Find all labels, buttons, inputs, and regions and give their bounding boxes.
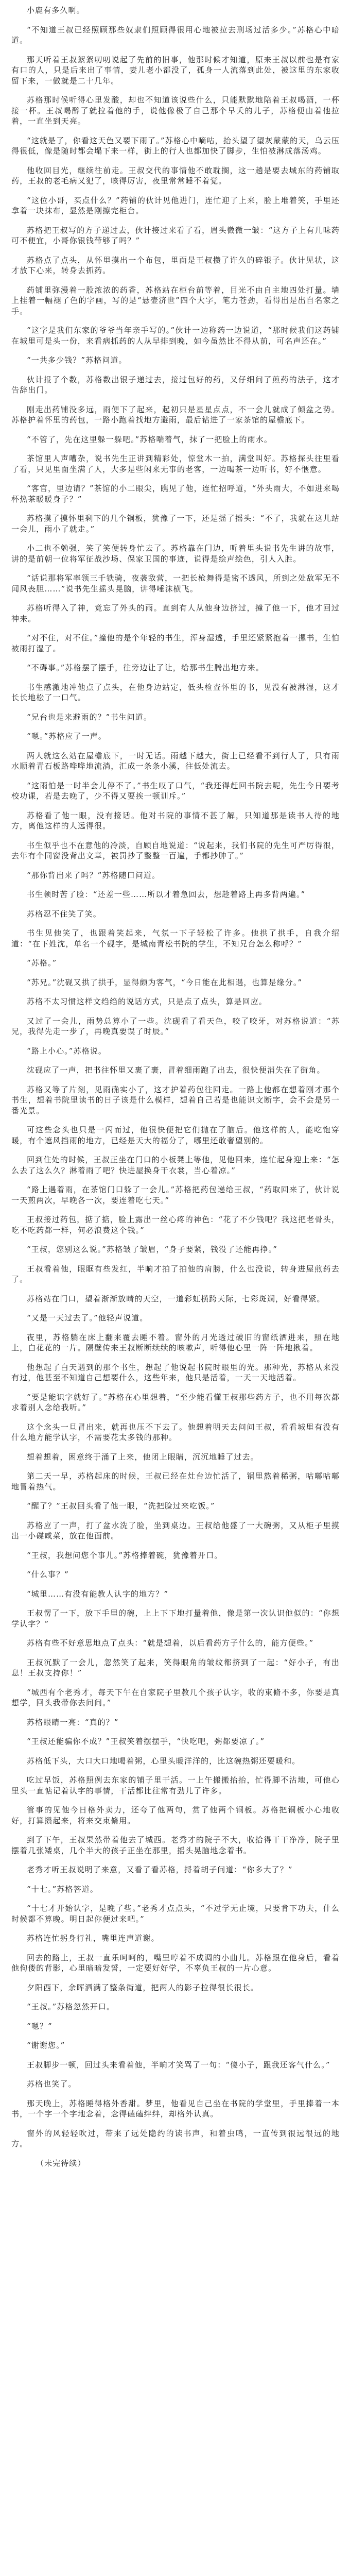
article-paragraph: 苏格有些不好意思地点了点头：“就是想着，以后看药方子什么的，能方便些。” bbox=[27, 1638, 314, 1648]
article-paragraph: 回去的路上，王叔一直乐呵呵的，嘴里哼着不成调的小曲儿。苏格跟在他身后，看着他佝偻的背影，心里暗暗发誓，一定要好好学，不辜负王叔的一片心意。 bbox=[11, 1953, 340, 1973]
article-paragraph: 老秀才听王叔说明了来意，又看了看苏格，捋着胡子问道：“你多大了？” bbox=[27, 1865, 293, 1874]
article-paragraph: “什么事？” bbox=[27, 1570, 69, 1579]
article-paragraph: “王叔，我想问您个事儿。”苏格捧着碗，犹豫着开口。 bbox=[27, 1550, 223, 1560]
article-paragraph: “不知道王叔已经照顾那些奴隶们照顾得很用心地被拉去刑场过活多少。”苏格心中暗道。 bbox=[11, 25, 340, 45]
article-paragraph: 沈砚应了一声，把书往怀里又裹了裹，冒着细雨跑了出去，很快便消失在了街角。 bbox=[27, 1065, 325, 1075]
article-paragraph: 夜里，苏格躺在床上翻来覆去睡不着。窗外的月光透过破旧的窗纸洒进来，照在地上，白花花的一片。隔壁传来王叔断断续续的咳嗽声，听得他心里一阵一阵地揪着。 bbox=[11, 1332, 340, 1352]
article-paragraph: 书生见他笑了，也跟着笑起来，气氛一下子轻松了许多。他拱了拱手，自我介绍道：“在下姓沈，单名一个砚字，是城南青松书院的学生，不知兄台怎么称呼？” bbox=[11, 928, 340, 948]
article-paragraph: 刚走出药铺没多远，雨便下了起来，起初只是星星点点，不一会儿就成了倾盆之势。苏格护着怀里的药包，一路小跑着找地方避雨，最后钻进了一家茶馆的屋檐底下。 bbox=[11, 404, 340, 425]
article-paragraph: 小鹿有多久啊。 bbox=[27, 6, 85, 15]
article-paragraph: 苏格连忙躬身行礼，嘴里连声道谢。 bbox=[27, 1934, 160, 1943]
article-paragraph: “这字是我们东家的爷爷当年亲手写的。”伙计一边称药一边说道，“那时候我们这药铺在城里可是头一份，来看病抓药的人从早排到晚，如今虽然比不得从前，可名声还在。” bbox=[11, 326, 340, 346]
article-paragraph: 他收回目光，继续往前走。王叔交代的事情他不敢耽搁，这一趟是要去城东的药铺取药，王叔的老毛病又犯了，咳得厉害，夜里常常睡不着觉。 bbox=[11, 165, 340, 185]
article-paragraph: 苏格把王叔写的方子递过去，伙计接过来看了看，眉头微微一皱：“这方子上有几味药可不便宜，小哥你银钱带够了吗？” bbox=[11, 225, 340, 245]
article-paragraph: “这雨怕是一时半会儿停不了。”书生叹了口气，“我还得赶回书院去呢，先生今日要考校功课，若是去晚了，少不得又要挨一顿训斥。” bbox=[11, 781, 340, 801]
article-paragraph: “对不住，对不住。”撞他的是个年轻的书生，浑身湿透，手里还紧紧抱着一摞书，生怕被雨打湿了。 bbox=[11, 633, 340, 653]
article-paragraph: 苏格应了一声，打了盆水洗了脸，坐到桌边。王叔给他盛了一大碗粥，又从柜子里摸出一小碟咸菜，放在他面前。 bbox=[11, 1520, 340, 1540]
article-paragraph: 苏格点了点头，从怀里摸出一个布包，里面是王叔攒了许久的碎银子。伙计见状，这才放下心来，转身去抓药。 bbox=[11, 255, 340, 275]
article-paragraph: 第二天一早，苏格起床的时候，王叔已经在灶台边忙活了，锅里熬着稀粥，咕嘟咕嘟地冒着热气。 bbox=[11, 1471, 340, 1492]
article-paragraph: “又是一天过去了。”他轻声说道。 bbox=[27, 1313, 148, 1323]
article-paragraph: “苏兄。”沈砚又拱了拱手，显得颇为客气，“今日能在此相遇，也算是缘分。” bbox=[27, 977, 303, 987]
article-paragraph: 苏格也笑了。 bbox=[27, 2079, 77, 2089]
article-paragraph: “王叔。”苏格忽然开口。 bbox=[27, 2002, 115, 2011]
article-paragraph: 苏格低下头，大口大口地喝着粥，心里头暖洋洋的，比这碗热粥还要暖和。 bbox=[27, 1756, 301, 1766]
article-paragraph: 书生顿时苦了脸：“还差一些……所以才着急回去，想趁着路上再多背两遍。” bbox=[27, 890, 306, 899]
article-paragraph: 苏格站在门口，望着渐渐放晴的天空，一道彩虹横跨天际，七彩斑斓，好看得紧。 bbox=[27, 1294, 325, 1303]
article-paragraph: “嗯？” bbox=[27, 2021, 52, 2031]
article-paragraph: “路上遇着雨，在茶馆门口躲了一会儿。”苏格把药包递给王叔，“药取回来了，伙计说一天煎两次，早晚各一次，要连着吃七天。” bbox=[11, 1185, 340, 1205]
article-paragraph: “话说那将军率领三千铁骑，夜袭敌营，一把长枪舞得是密不透风，所到之处敌军无不闻风丧胆……”说书先生摇头晃脑，讲得唾沫横飞。 bbox=[11, 573, 340, 594]
article-paragraph: “不管了，先在这里躲一躲吧。”苏格喘着气，抹了一把脸上的雨水。 bbox=[27, 434, 272, 444]
article-paragraph: （未完待续） bbox=[36, 2158, 86, 2168]
article-paragraph: “嗯。”苏格应了一声。 bbox=[27, 732, 107, 741]
article-paragraph: 王叔接过药包，掂了掂，脸上露出一丝心疼的神色：“花了不少钱吧？我这把老骨头，吃不吃药都一样，何必浪费这个钱。” bbox=[11, 1215, 340, 1235]
article-paragraph: 苏格那时候听得心里发酸，却也不知道该说些什么，只能默默地陪着王叔喝酒，一杯接一杯。王叔喝醉了就拉着他的手，说他像极了自己那个早夭的儿子，苏格便由着他拉着，一直坐到天亮。 bbox=[11, 95, 340, 126]
article-paragraph: 两人就这么站在屋檐底下，一时无话。雨越下越大，街上已经看不到行人了，只有雨水顺着青石板路哗哗地流淌，汇成一条条小溪，往低处流去。 bbox=[11, 751, 340, 771]
article-paragraph: 窗外的风轻轻吹过，带来了远处隐约的读书声，和着虫鸣，一直传到很远很远的地方。 bbox=[11, 2128, 340, 2148]
article-paragraph: 又过了一会儿，雨势总算小了一些。沈砚看了看天色，咬了咬牙，对苏格说道：“苏兄，我得先走一步了，再晚真要误了时辰。” bbox=[11, 1016, 340, 1036]
article-paragraph: 那天晚上，苏格睡得格外香甜。梦里，他看见自己坐在书院的学堂里，手里捧着一本书，一个字一个字地念着，念得磕磕绊绊，却格外认真。 bbox=[11, 2098, 340, 2119]
article-paragraph: 这个念头一旦冒出来，就再也压不下去了。他想着明天去问问王叔，看看城里有没有什么地方能学认字，不需要花太多钱的那种。 bbox=[11, 1422, 340, 1442]
article-paragraph: “这位小哥，买点什么？”药铺的伙计见他进门，连忙迎了上来，脸上堆着笑，手里还拿着一块抹布，显然是刚擦完柜台。 bbox=[11, 195, 340, 215]
article-paragraph: 茶馆里人声嘈杂，说书先生正讲到精彩处，惊堂木一拍，满堂叫好。苏格探头往里看了看，只见里面坐满了人，大多是些闲来无事的老客，一边喝茶一边听书，好不惬意。 bbox=[11, 454, 340, 474]
article-paragraph: 苏格眼睛一亮：“真的？” bbox=[27, 1717, 119, 1727]
article-paragraph: “客官，里边请？”茶馆的小二眼尖，瞧见了他，连忙招呼道，“外头雨大，不如进来喝杯热茶暖暖身子？” bbox=[11, 484, 340, 504]
article-paragraph: “要是能识字就好了。”苏格在心里想着，“至少能看懂王叔那些药方子，也不用每次都求着别人念给我听。” bbox=[11, 1392, 340, 1412]
article-paragraph: 回到住处的时候，王叔正坐在门口的小板凳上等他，见他回来，连忙起身迎上来：“怎么去了这么久？淋着雨了吧？快进屋换身干衣裳，当心着凉。” bbox=[11, 1155, 340, 1175]
article-paragraph: “路上小心。”苏格说。 bbox=[27, 1046, 107, 1056]
article-paragraph: “城西有个老秀才，每天下午在自家院子里教几个孩子认字，收的束脩不多，你要是真想学，回头我带你去问问。” bbox=[11, 1687, 340, 1707]
article-paragraph: 王叔脚步一顿，回过头来看着他，半晌才笑骂了一句：“傻小子，跟我还客气什么。” bbox=[27, 2060, 330, 2070]
article-paragraph: 到了下午，王叔果然带着他去了城西。老秀才的院子不大，收拾得干干净净，院子里摆着几张矮桌，几个半大的孩子正坐在那里，摇头晃脑地念着书。 bbox=[11, 1835, 340, 1855]
article-paragraph: 那天听着王叔絮絮叨叨说起了先前的旧事，他那时候才知道，原来王叔以前也是有家有口的人，只是后来出了事情，妻儿老小都没了，孤身一人流落到此处，被这里的东家收留下来，一做就是二十几年。 bbox=[11, 55, 340, 86]
article-paragraph: 管事的见他今日格外卖力，还夸了他两句，赏了他两个铜板。苏格把铜板小心地收好，打算攒起来，将来交束脩用。 bbox=[11, 1805, 340, 1825]
article-paragraph: “这就是了，你看这天色又要下雨了。”苏格心中嘀咕，抬头望了望灰蒙蒙的天，乌云压得很低，像是随时都会塌下来一样，街上的行人也都加快了脚步，生怕被淋成落汤鸡。 bbox=[11, 135, 340, 156]
article-paragraph: 想着想着，困意终于涌了上来，他闭上眼睛，沉沉地睡了过去。 bbox=[27, 1452, 259, 1462]
article-paragraph: “十七。”苏格答道。 bbox=[27, 1884, 98, 1894]
article-paragraph: “十七才开始认字，是晚了些。”老秀才点点头，“不过学无止境，只要肯下功夫，什么时候都不算晚。明日起你便过来吧。” bbox=[11, 1904, 340, 1924]
article-paragraph: 王叔愣了一下，放下手里的碗，上上下下地打量着他，像是第一次认识他似的：“你想学认字？” bbox=[11, 1608, 340, 1629]
article-paragraph: 药铺里弥漫着一股浓浓的药香，苏格站在柜台前等着，目光不由自主地四处打量。墙上挂着一幅褪了色的字画，写的是“悬壶济世”四个大字，笔力苍劲，看得出是出自名家之手。 bbox=[11, 285, 340, 316]
article-paragraph: “王叔，您别这么说。”苏格皱了皱眉，“身子要紧，钱没了还能再挣。” bbox=[27, 1245, 277, 1254]
article-paragraph: 苏格不太习惯这样文绉绉的说话方式，只是点了点头，算是回应。 bbox=[27, 997, 267, 1006]
article-paragraph: 他想起了白天遇到的那个书生，想起了他说起书院时眼里的光。那种光，苏格从来没有过，他甚至不知道自己想要什么，这些年来，他只是活着，一天一天地活着。 bbox=[11, 1362, 340, 1382]
article-paragraph: 吃过早饭，苏格照例去东家的铺子里干活。一上午搬搬抬抬，忙得脚不沾地，可他心里头一直惦记着认字的事情，干活都比往常有劲儿了许多。 bbox=[11, 1775, 340, 1795]
article-paragraph: 小二也不勉强，笑了笑便转身忙去了。苏格靠在门边，听着里头说书先生讲的故事，讲的是前朝一位将军征战沙场、保家卫国的事迹，说得是绘声绘色，引人入胜。 bbox=[11, 544, 340, 564]
article-paragraph: 苏格摸了摸怀里剩下的几个铜板，犹豫了一下，还是摇了摇头：“不了，我就在这儿站一会儿，雨小了就走。” bbox=[11, 514, 340, 534]
article-paragraph: 书生感激地冲他点了点头，在他身边站定，低头检查怀里的书，见没有被淋湿，这才长长地松了一口气。 bbox=[11, 682, 340, 702]
article-paragraph: “那你背出来了吗？”苏格随口问道。 bbox=[27, 870, 161, 880]
article-paragraph: “一共多少钱？”苏格问道。 bbox=[27, 355, 127, 365]
article-paragraph: “兄台也是来避雨的？”书生问道。 bbox=[27, 712, 152, 722]
article-paragraph: 苏格看了他一眼，没有接话。他对书院的事情不甚了解，只知道那是读书人待的地方，离他这样的人远得很。 bbox=[11, 810, 340, 831]
article-paragraph: 苏格忍不住笑了笑。 bbox=[27, 909, 101, 919]
article-paragraph: 可这些念头也只是一闪而过，他很快便把它们抛在了脑后。他这样的人，能吃饱穿暖，有个遮风挡雨的地方，已经是天大的福分了，哪里还敢奢望别的。 bbox=[11, 1125, 340, 1145]
article-paragraph: “不碍事。”苏格摆了摆手，往旁边让了让，给那书生腾出地方来。 bbox=[27, 663, 264, 672]
article-paragraph: “王叔还能骗你不成？”王叔笑着摆摆手，“快吃吧，粥都要凉了。” bbox=[27, 1737, 265, 1746]
article-paragraph: “谢谢您。” bbox=[27, 2041, 65, 2050]
article-paragraph: “苏格。” bbox=[27, 958, 57, 968]
article-paragraph: 苏格又等了片刻，见雨确实小了，这才护着药包往回走。一路上他都在想着刚才那个书生，想着书院里读书的日子该是什么模样，想着自己若是也能识文断字，会不会是另一番光景。 bbox=[11, 1084, 340, 1115]
article-paragraph: “醒了？”王叔回头看了他一眼，“洗把脸过来吃饭。” bbox=[27, 1501, 215, 1511]
article-paragraph: “城里……有没有能教人认字的地方？” bbox=[27, 1589, 169, 1599]
article-paragraph: 夕阳西下，余晖洒满了整条街道，把两人的影子拉得很长很长。 bbox=[27, 1982, 259, 1992]
article-paragraph: 书生似乎也不在意他的冷淡，自顾自地说道：“说起来，我们书院的先生可严厉得很，去年有个同窗没背出文章，被罚抄了整整一百遍，手都抄肿了。” bbox=[11, 840, 340, 860]
article-paragraph: 王叔沉默了一会儿，忽然笑了起来，笑得眼角的皱纹都挤到了一起：“好小子，有出息！王叔支持你！” bbox=[11, 1657, 340, 1677]
article-paragraph: 苏格听得入了神，竟忘了外头的雨。直到有人从他身边挤过，撞了他一下，他才回过神来。 bbox=[11, 603, 340, 623]
article-paragraph: 伙计报了个数，苏格数出银子递过去，接过包好的药，又仔细问了煎药的法子，这才告辞出门。 bbox=[11, 375, 340, 395]
article-paragraph: 王叔看着他，眼眶有些发红，半晌才拍了拍他的肩膀，什么也没说，转身进屋煎药去了。 bbox=[11, 1264, 340, 1284]
